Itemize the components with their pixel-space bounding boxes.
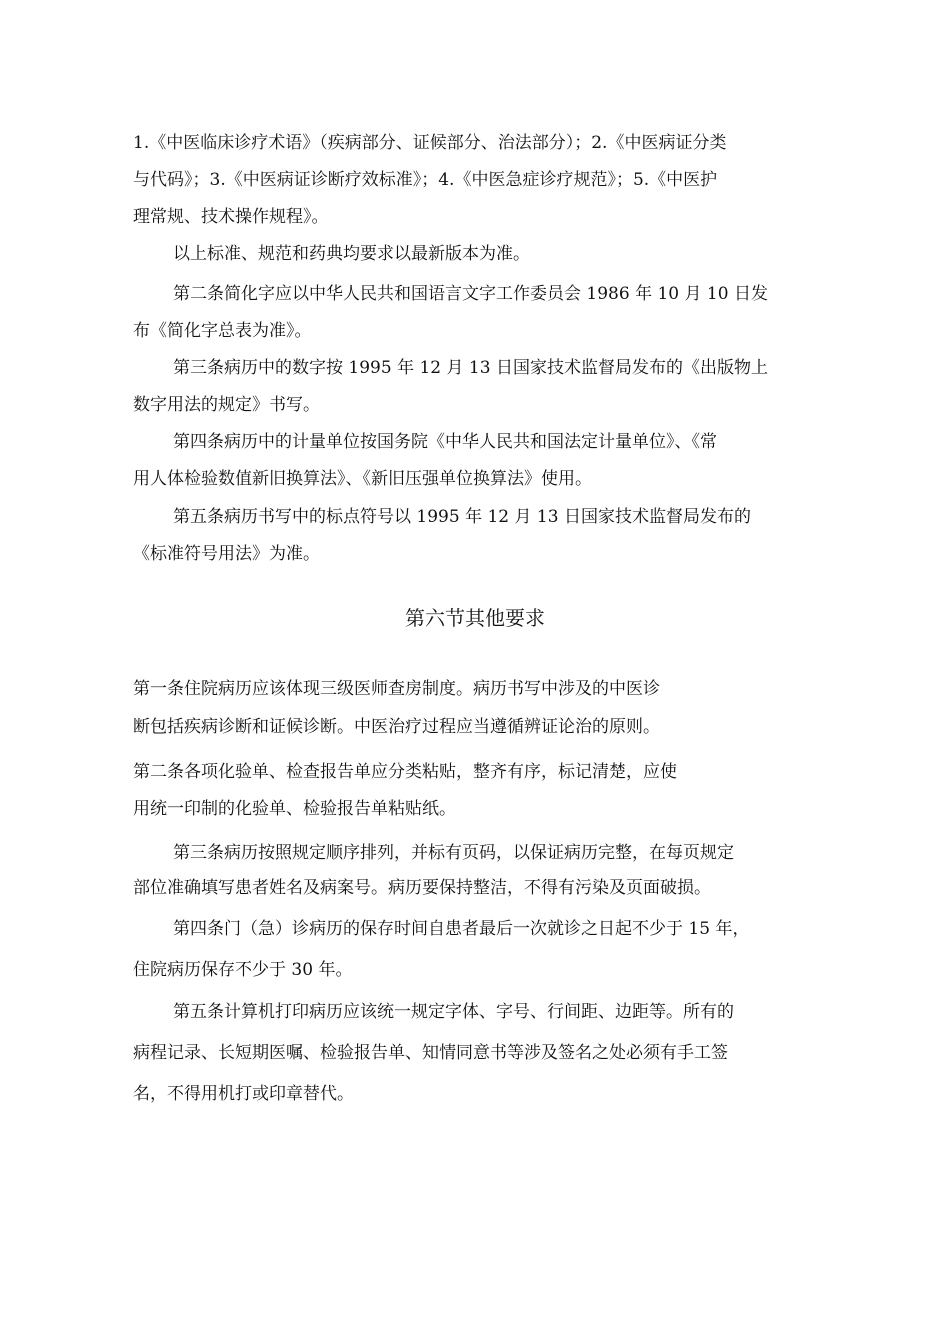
article-2-line-2: 布《简化字总表为准》。 — [133, 321, 312, 341]
sec6-article-5-line-1: 第五条计算机打印病历应该统一规定字体、字号、行间距、边距等。所有的 — [173, 1002, 734, 1022]
article-4-line-1: 第四条病历中的计量单位按国务院《中华人民共和国法定计量单位》、《常 — [173, 432, 717, 452]
sec6-article-1-line-2: 断包括疾病诊断和证候诊断。中医治疗过程应当遵循辨证论治的原则。 — [133, 717, 660, 737]
standards-list-line-1: 1.《中医临床诊疗术语》（疾病部分、证候部分、治法部分）；2.《中医病证分类 — [133, 133, 727, 153]
article-4-line-2: 用人体检验数值新旧换算法》、《新旧压强单位换算法》使用。 — [133, 469, 592, 489]
standards-list-line-3: 理常规、技术操作规程》。 — [133, 207, 329, 227]
sec6-article-3-line-1: 第三条病历按照规定顺序排列，并标有页码，以保证病历完整，在每页规定 — [173, 843, 734, 863]
sec6-article-4-line-2: 住院病历保存不少于 30 年。 — [133, 960, 353, 980]
sec6-article-5-line-2: 病程记录、长短期医嘱、检验报告单、知情同意书等涉及签名之处必须有手工签 — [133, 1043, 728, 1063]
article-3-line-2: 数字用法的规定》书写。 — [133, 395, 320, 415]
sec6-article-4-line-1: 第四条门（急）诊病历的保存时间自患者最后一次就诊之日起不少于 15 年， — [173, 919, 750, 939]
sec6-article-5-line-3: 名，不得用机打或印章替代。 — [133, 1084, 354, 1104]
sec6-article-1-line-1: 第一条住院病历应该体现三级医师查房制度。病历书写中涉及的中医诊 — [133, 679, 660, 699]
standards-list-line-2: 与代码》；3.《中医病证诊断疗效标准》；4.《中医急症诊疗规范》；5.《中医护 — [133, 170, 718, 190]
article-3-line-1: 第三条病历中的数字按 1995 年 12 月 13 日国家技术监督局发布的《出版物上 — [173, 358, 768, 378]
article-5-line-1: 第五条病历书写中的标点符号以 1995 年 12 月 13 日国家技术监督局发布的 — [173, 507, 751, 527]
section-heading: 第六节其他要求 — [405, 606, 545, 630]
sec6-article-2-line-1: 第二条各项化验单、检查报告单应分类粘贴，整齐有序，标记清楚，应使 — [133, 762, 677, 782]
article-2-line-1: 第二条简化字应以中华人民共和国语言文字工作委员会 1986 年 10 月 10 日发 — [173, 284, 768, 304]
sec6-article-3-line-2: 部位准确填写患者姓名及病案号。病历要保持整洁，不得有污染及页面破损。 — [133, 878, 711, 898]
article-5-line-2: 《标准符号用法》为准。 — [133, 544, 320, 564]
latest-version-note: 以上标准、规范和药典均要求以最新版本为准。 — [173, 244, 530, 264]
sec6-article-2-line-2: 用统一印制的化验单、检验报告单粘贴纸。 — [133, 799, 456, 819]
